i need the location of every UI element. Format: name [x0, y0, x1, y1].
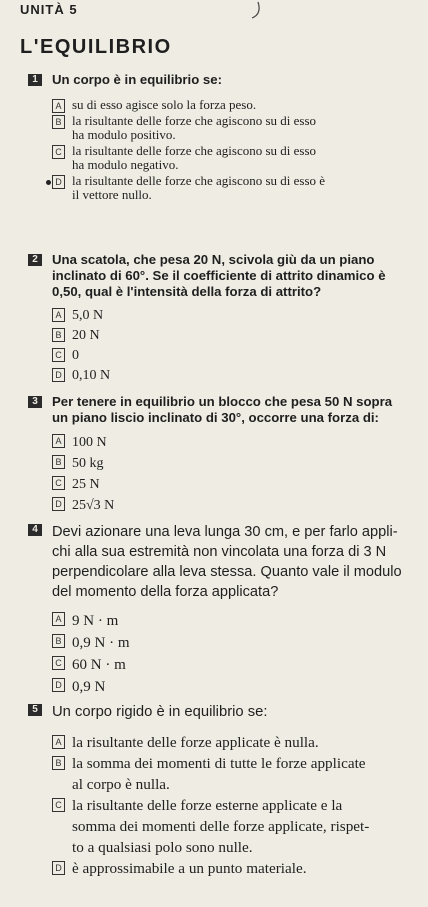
option-text: 25 N: [72, 477, 100, 492]
option-letter-box: B: [52, 634, 65, 648]
option-letter-box: A: [52, 99, 65, 113]
option-letter-box: C: [52, 145, 65, 159]
page-title: L'EQUILIBRIO: [20, 36, 172, 58]
question-5: [22, 702, 422, 879]
option-text: 100 N: [72, 435, 107, 450]
option-text: somma dei momenti delle forze applicate, rispet-: [72, 818, 370, 835]
option-text: 25√3 N: [72, 498, 115, 513]
options-list: [52, 432, 422, 516]
option-letter-box: C: [52, 656, 65, 670]
option-b[interactable]: [52, 326, 422, 346]
option-text: 9 N · m: [72, 613, 119, 629]
option-a[interactable]: [52, 432, 422, 453]
question-text: 0,50, qual è l'intensità della forza di attrito?: [52, 284, 322, 299]
question-text: del momento della forza applicata?: [52, 584, 279, 600]
option-d[interactable]: [52, 366, 422, 386]
option-b[interactable]: [52, 632, 422, 654]
question-number: 3: [28, 396, 42, 408]
question-3: [22, 394, 422, 516]
question-number: 1: [28, 74, 42, 86]
option-c[interactable]: [52, 795, 422, 858]
option-text: 60 N · m: [72, 657, 126, 673]
option-letter-box: B: [52, 756, 65, 770]
unit-label: UNITÀ 5: [20, 2, 78, 17]
question-text: un piano liscio inclinato di 30°, occorre una forza di:: [52, 410, 379, 425]
question-text: Un corpo rigido è in equilibrio se:: [52, 704, 268, 720]
option-b[interactable]: [52, 453, 422, 474]
option-text: 0: [72, 348, 79, 363]
option-text: 0,10 N: [72, 368, 111, 383]
option-c[interactable]: [52, 474, 422, 495]
option-text: la somma dei momenti di tutte le forze applicate: [72, 755, 366, 772]
option-letter-box: C: [52, 476, 65, 490]
question-text: Devi azionare una leva lunga 30 cm, e per farlo appli-: [52, 524, 398, 540]
option-d[interactable]: [52, 495, 422, 516]
option-c[interactable]: [52, 144, 422, 172]
option-text: la risultante delle forze che agiscono su di esso: [72, 143, 317, 158]
option-letter-box: D: [52, 368, 65, 382]
option-letter-box: D: [52, 861, 65, 875]
page-curve-mark: [240, 0, 280, 20]
option-a[interactable]: [52, 610, 422, 632]
option-text: il vettore nullo.: [72, 187, 152, 202]
question-4: [22, 522, 422, 698]
question-2: [22, 252, 422, 386]
option-text: è approssimabile a un punto materiale.: [72, 860, 307, 877]
option-letter-box: A: [52, 735, 65, 749]
option-b[interactable]: [52, 114, 422, 142]
option-letter-box: A: [52, 308, 65, 322]
option-c[interactable]: [52, 346, 422, 366]
options-list: [52, 610, 422, 698]
option-text: 20 N: [72, 328, 100, 343]
option-letter-box: D: [52, 175, 65, 189]
option-letter-box: A: [52, 434, 65, 448]
option-d[interactable]: [52, 676, 422, 698]
question-number: 5: [28, 704, 42, 716]
option-text: su di esso agisce solo la forza peso.: [72, 97, 257, 112]
option-text: la risultante delle forze applicate è nulla.: [72, 734, 319, 751]
question-number: 4: [28, 524, 42, 536]
option-text: al corpo è nulla.: [72, 776, 170, 793]
question-text: inclinato di 60°. Se il coefficiente di attrito dinamico è: [52, 268, 386, 283]
option-a[interactable]: [52, 306, 422, 326]
option-b[interactable]: [52, 753, 422, 795]
option-letter-box: B: [52, 328, 65, 342]
option-letter-box: D: [52, 678, 65, 692]
options-list: [52, 306, 422, 386]
answer-mark-dot: [46, 180, 51, 185]
options-list: [52, 98, 422, 202]
option-text: la risultante delle forze esterne applicate e la: [72, 797, 343, 814]
question-text: Un corpo è in equilibrio se:: [52, 72, 222, 87]
option-a[interactable]: [52, 732, 422, 753]
option-text: ha modulo positivo.: [72, 127, 176, 142]
option-text: la risultante delle forze che agiscono su di esso: [72, 113, 317, 128]
question-text: perpendicolare alla leva stessa. Quanto vale il modulo: [52, 564, 402, 580]
option-letter-box: C: [52, 798, 65, 812]
option-d[interactable]: [52, 858, 422, 879]
question-number: 2: [28, 254, 42, 266]
question-text: chi alla sua estremità non vincolata una forza di 3 N: [52, 544, 387, 560]
question-text: Una scatola, che pesa 20 N, scivola giù da un piano: [52, 252, 375, 267]
option-text: to a qualsiasi polo sono nulle.: [72, 839, 253, 856]
option-letter-box: B: [52, 455, 65, 469]
question-1: [22, 72, 422, 204]
option-text: 0,9 N · m: [72, 635, 130, 651]
option-text: ha modulo negativo.: [72, 157, 179, 172]
option-text: la risultante delle forze che agiscono su di esso è: [72, 173, 326, 188]
option-letter-box: A: [52, 612, 65, 626]
option-c[interactable]: [52, 654, 422, 676]
option-letter-box: B: [52, 115, 65, 129]
option-d[interactable]: [52, 174, 422, 202]
option-a[interactable]: [52, 98, 422, 112]
option-text: 0,9 N: [72, 679, 106, 695]
option-text: 5,0 N: [72, 308, 104, 323]
option-text: 50 kg: [72, 456, 104, 471]
options-list: [52, 732, 422, 879]
question-text: Per tenere in equilibrio un blocco che pesa 50 N sopra: [52, 394, 393, 409]
option-letter-box: D: [52, 497, 65, 511]
option-letter-box: C: [52, 348, 65, 362]
